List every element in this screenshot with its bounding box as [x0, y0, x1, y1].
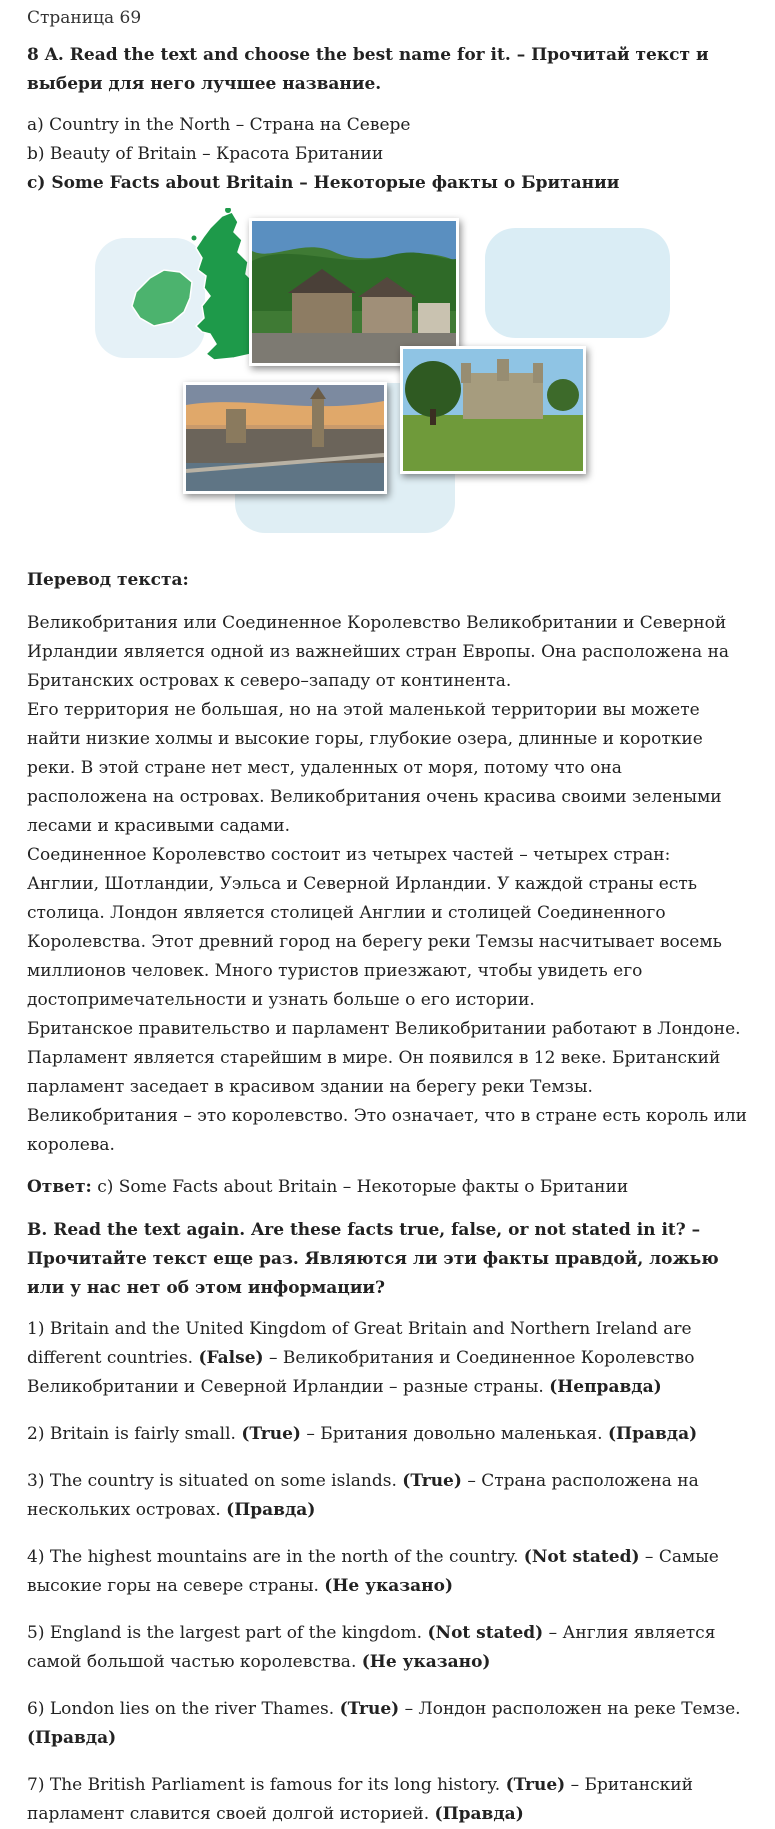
castle-photo [400, 346, 586, 474]
fact-mark: (Not stated) [427, 1623, 544, 1643]
fact-verdict: (Правда) [226, 1500, 316, 1520]
answer-text: c) Some Facts about Britain – Некоторые факты о Британии [97, 1177, 629, 1197]
fact-verdict: (Не указано) [324, 1576, 453, 1596]
fact-en: 5) England is the largest part of the kingdom. [27, 1623, 423, 1643]
fact-mark: (True) [339, 1699, 400, 1719]
fact-ru: – Британский парламент славится своей долгой историей. [27, 1775, 693, 1824]
translation-paragraph: Британское правительство и парламент Великобритании работают в Лондоне. Парламент является старейшим в мире. Он появился в 12 веке. Британский парламент заседает в красивом здании на берегу реки Темзы. Великобритания – это королевство. Это означает, что в стране есть король или королева. [27, 1019, 747, 1155]
translation-paragraph: Великобритания или Соединенное Королевство Великобритании и Северной Ирландии является одной из важнейших стран Европы. Она расположена на Британских островах к северо–западу от континента. [27, 613, 730, 691]
fact-en: 3) The country is situated on some islands. [27, 1471, 397, 1491]
fact-verdict: (Неправда) [549, 1377, 662, 1397]
fact-mark: (True) [402, 1471, 462, 1491]
facts-list [27, 1315, 747, 1829]
fact-ru: – Самые высокие горы на севере страны. [27, 1547, 719, 1596]
fact-item [27, 1695, 747, 1753]
translation-text [27, 609, 747, 1160]
fact-mark: (True) [505, 1775, 566, 1795]
fact-item [27, 1619, 747, 1677]
fact-mark: (True) [241, 1424, 301, 1444]
option-a: a) Country in the North – Страна на Севере [27, 115, 411, 135]
translation-heading: Перевод текста: [27, 570, 189, 590]
fact-verdict: (Правда) [27, 1728, 117, 1748]
fact-mark: (False) [198, 1348, 264, 1368]
fact-ru: – Британия довольно маленькая. [306, 1424, 603, 1444]
fact-verdict: (Правда) [434, 1804, 524, 1824]
page-number: Страница 69 [27, 8, 142, 28]
answer-label: Ответ: [27, 1177, 92, 1197]
fact-en: 1) Britain and the United Kingdom of Great Britain and Northern Ireland are different countries. [27, 1319, 692, 1368]
option-b: b) Beauty of Britain – Красота Британии [27, 144, 384, 164]
fact-item [27, 1543, 747, 1601]
britain-illustration [25, 208, 747, 548]
fact-item [27, 1420, 747, 1449]
village-photo [249, 218, 459, 366]
fact-en: 2) Britain is fairly small. [27, 1424, 236, 1444]
london-photo [183, 382, 387, 494]
fact-item [27, 1467, 747, 1525]
task-b-heading: B. Read the text again. Are these facts true, false, or not stated in it? – Прочитайте текст еще раз. Являются ли эти факты правдой, ложью или у нас нет об этом информации? [27, 1220, 719, 1298]
answer-options [27, 111, 747, 198]
fact-ru: – Великобритания и Соединенное Королевство Великобритании и Северной Ирландии – разные страны. [27, 1348, 695, 1397]
fact-ru: – Страна расположена на нескольких островах. [27, 1471, 699, 1520]
task-a-heading: 8 A. Read the text and choose the best name for it. – Прочитай текст и выбери для него лучшее название. [27, 45, 709, 94]
fact-verdict: (Не указано) [361, 1652, 491, 1672]
fact-ru: – Лондон расположен на реке Темзе. [404, 1699, 741, 1719]
answer [27, 1173, 747, 1202]
fact-ru: – Англия является самой большой частью королевства. [27, 1623, 716, 1672]
fact-en: 6) London lies on the river Thames. [27, 1699, 335, 1719]
translation-paragraph: Соединенное Королевство состоит из четырех частей – четырех стран: Англии, Шотландии, Уэльса и Северной Ирландии. У каждой страны есть столица. Лондон является столицей Англии и столицей Соединенного Королевства. Этот древний город на берегу реки Темзы насчитывает восемь миллионов человек. Много туристов приезжают, чтобы увидеть его достопримечательности и узнать больше о его истории. [27, 845, 722, 1010]
fact-item [27, 1771, 747, 1829]
fact-mark: (Not stated) [523, 1547, 640, 1567]
fact-verdict: (Правда) [607, 1424, 698, 1444]
translation-paragraph: Его территория не большая, но на этой маленькой территории вы можете найти низкие холмы и высокие горы, глубокие озера, длинные и короткие реки. В этой стране нет мест, удаленных от моря, потому что она расположена на островах. Великобритания очень красива своими зелеными лесами и красивыми садами. [27, 700, 722, 836]
fact-en: 4) The highest mountains are in the north of the country. [27, 1547, 519, 1567]
fact-en: 7) The British Parliament is famous for its long history. [27, 1775, 501, 1795]
option-c: c) Some Facts about Britain – Некоторые факты о Британии [27, 173, 620, 193]
fact-item [27, 1315, 747, 1402]
